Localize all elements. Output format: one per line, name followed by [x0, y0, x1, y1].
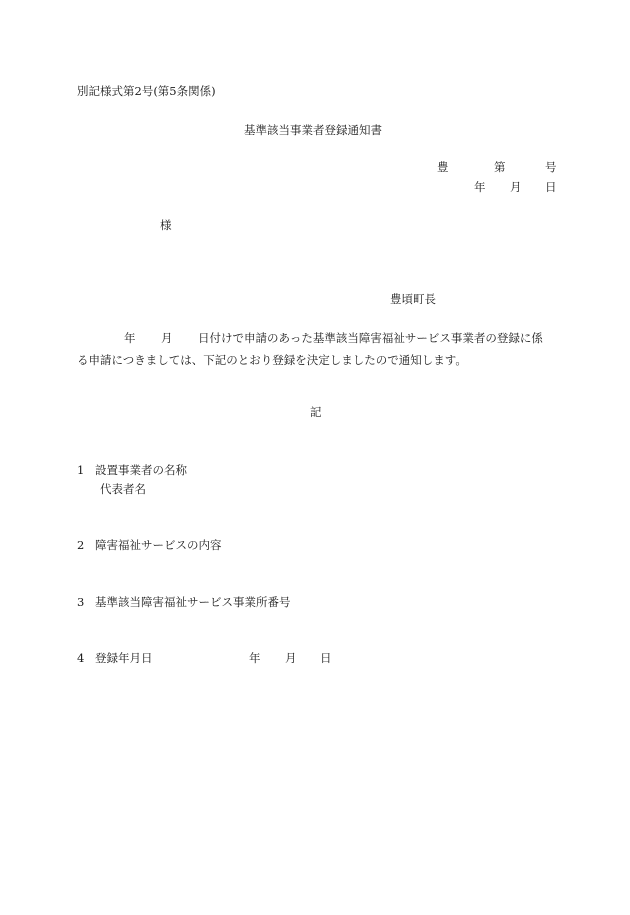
document-title: 基準該当事業者登録通知書 [244, 123, 382, 137]
item-number: 3 [77, 595, 85, 609]
date-year: 年 [474, 180, 486, 194]
item-number: 4 [77, 651, 85, 665]
item-number: 2 [77, 538, 85, 552]
item-label: 設置事業者の名称 [95, 463, 187, 477]
date-day: 日 [545, 180, 557, 194]
ref-go: 号 [545, 160, 557, 174]
body-line1: 日付けで申請のあった基準該当障害福祉サービス事業者の登録に係 [198, 331, 543, 345]
item-label: 基準該当障害福祉サービス事業所番号 [95, 595, 291, 609]
item-year: 年 [249, 651, 261, 665]
ki-heading: 記 [310, 405, 322, 419]
form-label: 別記様式第2号(第5条関係) [77, 84, 216, 98]
item-label: 登録年月日 [95, 651, 153, 665]
issuer: 豊頃町長 [390, 292, 436, 306]
addressee: 様 [160, 218, 172, 232]
body-month: 月 [161, 331, 173, 345]
date-month: 月 [510, 180, 522, 194]
item-label: 障害福祉サービスの内容 [95, 538, 222, 552]
item-number: 1 [77, 463, 85, 477]
ref-dai: 第 [494, 160, 506, 174]
item-day: 日 [320, 651, 332, 665]
item-month: 月 [285, 651, 297, 665]
body-line2: る申請につきましては、下記のとおり登録を決定しましたので通知します。 [77, 353, 467, 367]
item-sublabel: 代表者名 [100, 482, 146, 496]
body-year: 年 [124, 331, 136, 345]
ref-prefix: 豊 [437, 160, 449, 174]
